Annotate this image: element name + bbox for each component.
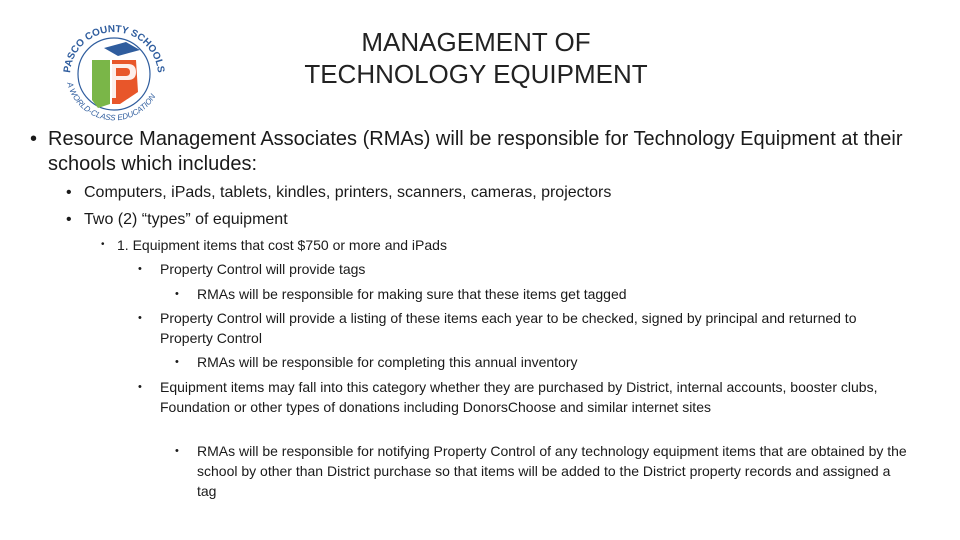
bullet-main [30,127,920,177]
bullet-rma-tag [175,284,895,304]
bullet-icon: • [138,312,142,324]
bullet-icon: • [101,239,105,250]
logo-top-text: PASCO COUNTY SCHOOLS [62,23,166,74]
bullet-main-text: Resource Management Associates (RMAs) will be responsible for Technology Equipment at their schools which includes: [48,128,903,175]
title-line-2: TECHNOLOGY EQUIPMENT [304,59,648,89]
slide-title [262,26,690,90]
bullet-sub-2 [66,206,866,233]
bullet-sub-1 [66,179,866,206]
bullet-item-1-text: 1. Equipment items that cost $750 or more and iPads [117,237,447,253]
bullet-icon: • [30,128,38,150]
bullet-icon: • [138,263,142,275]
bullet-rma-notify-text: RMAs will be responsible for notifying Property Control of any technology equipment items that are obtained by the school by other than District purchase so that items will be added to the District property records and assigned a tag [197,443,907,499]
bullet-pc-list-text: Property Control will provide a listing of these items each year to be checked, signed by principal and returned to Property Control [160,310,857,346]
bullet-pc-tags-text: Property Control will provide tags [160,261,366,277]
bullet-item-1 [101,235,901,255]
bullet-icon: • [175,288,179,300]
logo-bottom-text: A WORLD-CLASS EDUCATION [65,81,158,123]
bullet-pc-list [138,308,908,348]
bullet-pc-tags [138,259,898,279]
bullet-category-text: Equipment items may fall into this category whether they are purchased by District, internal accounts, booster clubs, Foundation or other types of donations including DonorsChoose and similar internet sites [160,379,878,415]
bullet-rma-inventory [175,352,895,372]
bullet-icon: • [66,211,72,228]
title-line-1: MANAGEMENT OF [361,27,591,57]
bullet-sub-2-text: Two (2) “types” of equipment [84,211,288,228]
logo-p-inner [116,68,130,76]
pasco-county-schools-logo [54,12,170,128]
logo-green-panel [92,60,110,108]
bullet-category [138,377,918,417]
bullet-icon: • [138,381,142,393]
bullet-sub-1-text: Computers, iPads, tablets, kindles, printers, scanners, cameras, projectors [84,184,612,201]
bullet-rma-inventory-text: RMAs will be responsible for completing this annual inventory [197,354,578,370]
bullet-rma-notify [175,441,910,501]
bullet-icon: • [66,184,72,201]
bullet-rma-tag-text: RMAs will be responsible for making sure that these items get tagged [197,286,627,302]
bullet-icon: • [175,356,179,368]
bullet-icon: • [175,445,179,457]
